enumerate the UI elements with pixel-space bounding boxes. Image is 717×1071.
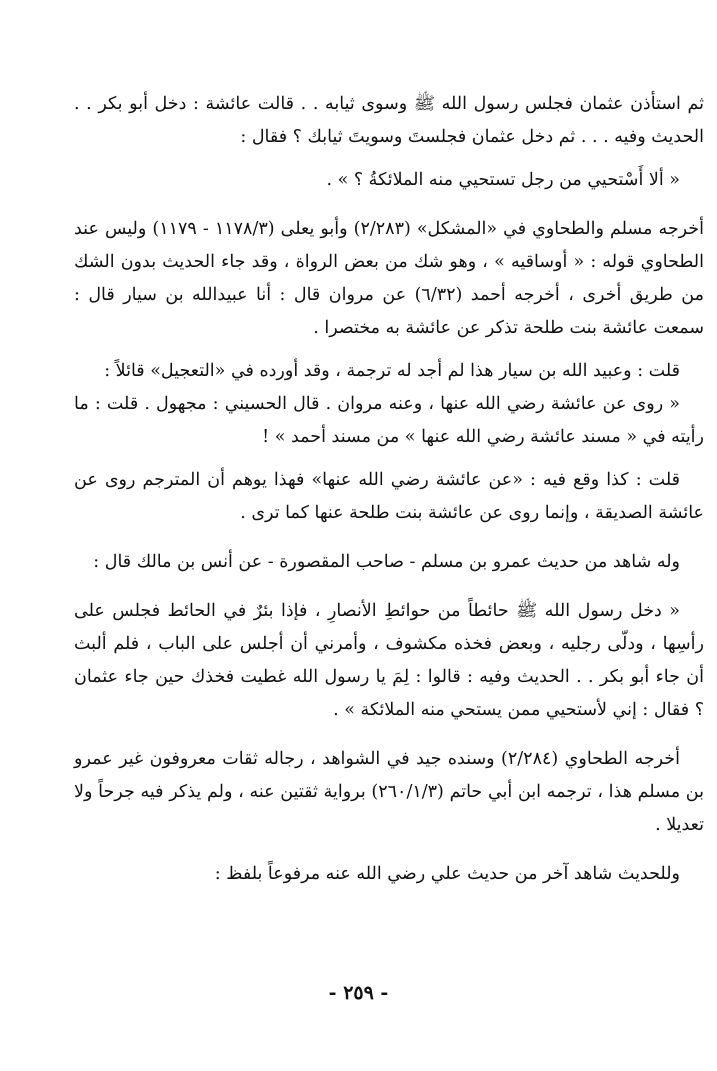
paragraph-2: « ألا أَسْتحيي من رجل تستحيي منه الملائكةُ ؟ » . [326,170,680,190]
paragraph-1: ثم استأذن عثمان فجلس رسول الله ﷺ وسوى ثيابه . . قالت عائشة : دخل أبو بكر . . الحديث وفيه . . . ثم دخل عثمان فجلستَ وسويتَ ثيابك ؟ فقال : [74,94,704,147]
paragraph-8: « دخل رسول الله ﷺ حائطاً من حوائطِ الأنصارِ ، فإذا بئرٌ في الحائط فجلس على رأسِها ، ودلّى رجليه ، وبعض فخذه مكشوف ، وأمرني أن أجلس على الباب ، فلم ألبث أن جاء أبو بكر . . الحديث وفيه : قالوا : لِمَ يا رسول الله غطيت فخذك حين جاء عثمان ؟ فقال : إني لأستحيي ممن يستحي منه الملائكة » . [74,601,704,720]
paragraph-7: وله شاهد من حديث عمرو بن مسلم - صاحب المقصورة - عن أنس بن مالك قال : [93,552,680,572]
paragraph-3: أخرجه مسلم والطحاوي في «المشكل» (٢/٢٨٣) وأبو يعلى (١١٧٨/٣ - ١١٧٩) وليس عند الطحاوي قوله : « أوساقيه » ، وهو شك من بعض الرواة ، وقد جاء الحديث بدون الشك من طريق أخرى ، أخرجه أحمد (٦/٣٢) عن مروان قال : أنا عبيدالله بن سيار قال : سمعت عائشة بنت طلحة تذكر عن عائشة به مختصرا . [74,219,704,338]
paragraph-10: وللحديث شاهد آخر من حديث علي رضي الله عنه مرفوعاً بلفظ : [214,864,680,884]
page-body [74,88,704,891]
paragraph-6: قلت : كذا وقع فيه : «عن عائشة رضي الله عنها» فهذا يوهم أن المترجم روى عن عائشة الصديقة ، وإنما روى عن عائشة بنت طلحة عنها كما ترى . [74,470,704,523]
paragraph-9: أخرجه الطحاوي (٢/٢٨٤) وسنده جيد في الشواهد ، رجاله ثقات معروفون غير عمرو بن مسلم هذا ، ترجمه ابن أبي حاتم (٢٦٠/١/٣) برواية ثقتين عنه ، ولم يذكر فيه جرحاً ولا تعديلا . [74,749,704,835]
page-number: - ٢٥٩ - [328,982,389,1004]
paragraph-4: قلت : وعبيد الله بن سيار هذا لم أجد له ترجمة ، وقد أورده في «التعجيل» قائلاً : [104,361,680,381]
paragraph-5: « روى عن عائشة رضي الله عنها ، وعنه مروان . قال الحسيني : مجهول . قلت : ما رأيته في « مسند عائشة رضي الله عنها » من مسند أحمد » ! [74,394,704,447]
